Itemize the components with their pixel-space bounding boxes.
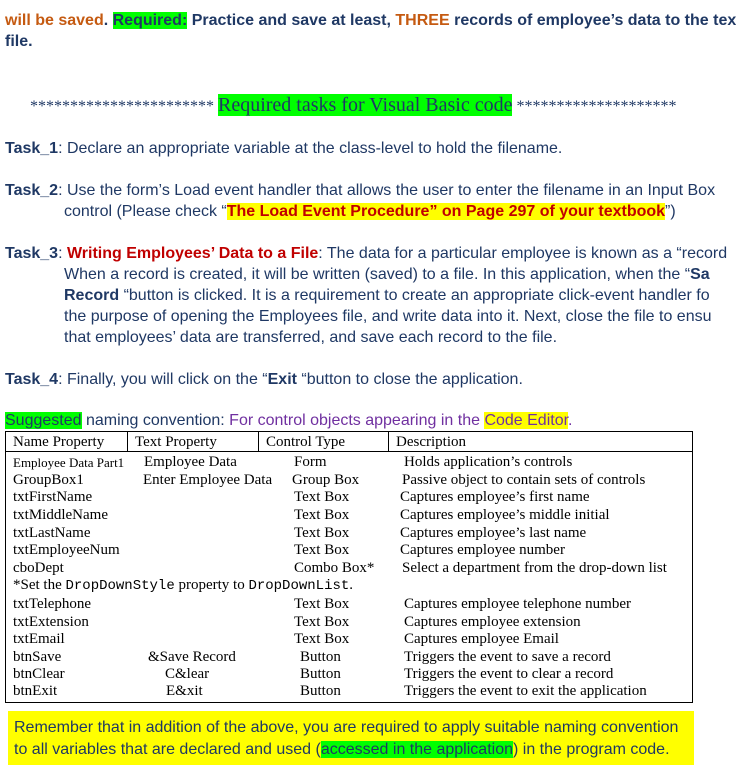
task3-line3	[64, 287, 710, 305]
row-name: btnClear	[13, 666, 65, 682]
row-desc: Captures employee extension	[404, 614, 581, 630]
task3-line1	[5, 245, 727, 263]
row-desc: Captures employee’s middle initial	[400, 507, 610, 523]
row-type: Text Box	[294, 596, 350, 612]
row-name: txtTelephone	[13, 596, 92, 612]
task3-sep: :	[58, 245, 67, 262]
required-label: Required:	[112, 12, 188, 29]
row-type: Text Box	[294, 614, 350, 630]
row-desc: Triggers the event to exit the application	[404, 683, 647, 699]
task2-line2	[64, 203, 676, 221]
row-desc: Holds application’s controls	[404, 454, 573, 470]
task3-record: Record	[64, 287, 120, 304]
row-name: cboDept	[13, 560, 64, 576]
row-name: btnExit	[13, 683, 58, 699]
naming-code-editor: Code Editor	[484, 412, 569, 429]
row-type: Text Box	[294, 525, 350, 541]
task3-line5: that employees’ data are transferred, and save each record to the file.	[64, 329, 558, 346]
header-text-property: Text Property	[128, 432, 259, 452]
row-type: Button	[300, 683, 341, 699]
remember-note	[8, 711, 694, 765]
task4-text1: : Finally, you will click on the “	[58, 371, 268, 388]
row-text: C&lear	[165, 666, 210, 682]
task2-textbook-ref: The Load Event Procedure” on Page 297 of your textbook	[226, 203, 666, 220]
row-desc: Captures employee’s last name	[400, 525, 587, 541]
banner	[30, 94, 676, 117]
naming-convention	[5, 412, 573, 430]
naming-text2: For control objects appearing in the	[229, 412, 485, 429]
row-text: &Save Record	[148, 649, 236, 665]
row-desc: Captures employee Email	[404, 631, 559, 647]
task3-label: Task_3	[5, 245, 59, 262]
row-name: txtEmail	[13, 631, 65, 647]
note-value: DropDownList	[248, 578, 350, 594]
row-name: txtFirstName	[13, 489, 93, 505]
row-desc: Captures employee’s first name	[400, 489, 590, 505]
remember-text-end: ) in the program code.	[512, 741, 670, 758]
remember-line1: Remember that in addition of the above, you are required to apply suitable naming convention	[14, 719, 679, 736]
task2-line1	[5, 182, 715, 200]
controls-table	[5, 431, 693, 703]
note-property: DropDownStyle	[65, 578, 175, 594]
row-type: Button	[300, 666, 341, 682]
row-desc: Captures employee number	[400, 542, 565, 558]
banner-title: Required tasks for Visual Basic code	[218, 94, 513, 116]
intro-sep: .	[103, 12, 113, 29]
row-name: Employee Data Part1	[13, 455, 125, 470]
row-text: E&xit	[166, 683, 203, 699]
row-desc: Select a department from the drop-down list	[402, 560, 667, 576]
task4	[5, 371, 523, 389]
row-type: Group Box	[292, 472, 360, 488]
naming-dot: .	[568, 412, 573, 429]
row-type: Text Box	[294, 542, 350, 558]
row-desc: Triggers the event to save a record	[404, 649, 611, 665]
intro-line2: file.	[5, 33, 33, 50]
dropdown-note	[13, 577, 353, 594]
note-dot: .	[349, 577, 354, 593]
row-type: Text Box	[294, 489, 350, 505]
row-name: txtMiddleName	[13, 507, 108, 523]
row-text: Employee Data	[144, 454, 237, 470]
row-desc: Captures employee telephone number	[404, 596, 632, 612]
remember-accessed: accessed in the application	[320, 741, 513, 758]
row-name: btnSave	[13, 649, 62, 665]
row-desc: Passive object to contain sets of controls	[402, 472, 646, 488]
task3-line2	[64, 266, 710, 284]
task3-text3: “button is clicked. It is a requirement to create an appropriate click-event handler fo	[119, 287, 710, 304]
remember-text: to all variables that are declared and used (	[14, 741, 321, 758]
row-type: Text Box	[294, 631, 350, 647]
header-description: Description	[396, 434, 466, 450]
table-header	[6, 432, 692, 452]
intro-text: Practice and save at least,	[187, 12, 396, 29]
task2-paren: control (Please check “	[64, 203, 227, 220]
note-text2: property to	[174, 577, 249, 593]
row-type: Combo Box*	[294, 560, 375, 576]
task1-label: Task_1	[5, 140, 59, 157]
task2-label: Task_2	[5, 182, 59, 199]
naming-suggested: Suggested	[5, 412, 82, 429]
row-desc: Triggers the event to clear a record	[404, 666, 614, 682]
task4-label: Task_4	[5, 371, 59, 388]
header-control-type: Control Type	[259, 432, 389, 452]
task3-text1: : The data for a particular employee is known as a “record	[318, 245, 728, 262]
task3-line4: the purpose of opening the Employees file, and write data into it. Next, close the file to ensu	[64, 308, 712, 325]
row-type: Form	[294, 454, 327, 470]
task4-exit: Exit	[267, 371, 297, 388]
row-name: txtLastName	[13, 525, 91, 541]
row-name: txtExtension	[13, 614, 89, 630]
task3-save-partial: Sa	[690, 266, 710, 283]
naming-text1: naming convention:	[81, 412, 230, 429]
row-type: Button	[300, 649, 341, 665]
header-name-property: Name Property	[6, 432, 128, 452]
row-name: GroupBox1	[13, 472, 84, 488]
row-type: Text Box	[294, 507, 350, 523]
task2-text: : Use the form’s Load event handler that allows the user to enter the filename in an Input Box	[58, 182, 716, 199]
task2-close: ”)	[665, 203, 676, 220]
task3-text2: When a record is created, it will be written (saved) to a file. In this application, when the “	[64, 266, 691, 283]
intro-text-end: records of employee’s data to the tex	[449, 12, 736, 29]
task4-text2: “button to close the application.	[296, 371, 523, 388]
row-text: Enter Employee Data	[143, 472, 273, 488]
intro-line1	[5, 12, 736, 30]
remember-line2	[14, 739, 694, 761]
intro-three: THREE	[395, 12, 450, 29]
task1-text: : Declare an appropriate variable at the class-level to hold the filename.	[58, 140, 563, 157]
task1	[5, 140, 562, 158]
row-name: txtEmployeeNum	[13, 542, 120, 558]
intro-saved: will be saved	[5, 12, 104, 29]
task3-heading: Writing Employees’ Data to a File	[66, 245, 319, 262]
banner-stars-right: ********************	[512, 98, 677, 115]
note-text: *Set the	[13, 577, 66, 593]
banner-stars-left: ***********************	[30, 98, 218, 115]
